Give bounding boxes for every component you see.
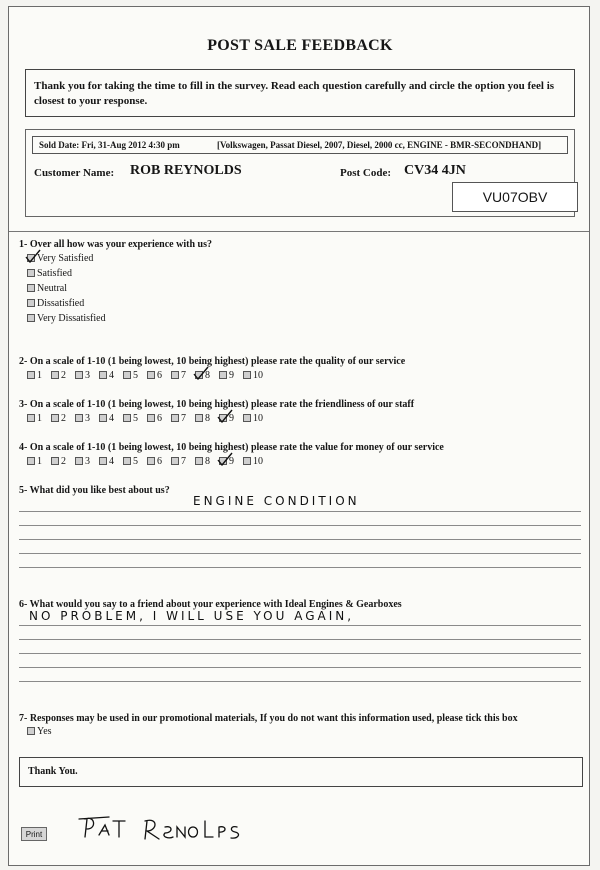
rating-option[interactable] [147,456,171,467]
question-6: 6- What would you say to a friend about your experience with Ideal Engines & Gearboxes [19,599,402,610]
answer-line [19,553,581,554]
checkbox[interactable] [123,371,131,379]
rating-option[interactable] [243,456,267,467]
checkbox[interactable] [219,371,227,379]
q1-option-label: Very Satisfied [37,253,94,264]
rating-label: 8 [205,370,210,381]
signature [69,807,259,847]
print-button[interactable]: Print [21,827,47,841]
q1-option[interactable] [27,298,84,309]
q1-option-label: Satisfied [37,268,72,279]
checkbox[interactable] [195,414,203,422]
checkbox[interactable] [51,371,59,379]
rating-label: 3 [85,370,90,381]
rating-option[interactable] [123,413,147,424]
rating-label: 9 [229,370,234,381]
checkbox[interactable] [27,314,35,322]
q7-option-yes[interactable] [27,726,52,737]
rating-label: 2 [61,413,66,424]
checkbox[interactable] [219,457,227,465]
answer-line [19,567,581,568]
answer-line [19,639,581,640]
checkbox[interactable] [195,371,203,379]
rating-option[interactable] [27,370,51,381]
customer-name-label: Customer Name: [34,167,115,179]
rating-label: 8 [205,413,210,424]
question-4-scale [27,456,267,467]
form-title: POST SALE FEEDBACK [207,37,393,54]
postcode-label: Post Code: [340,167,392,179]
checkbox[interactable] [219,414,227,422]
thank-you-box: Thank You. [19,757,583,787]
checkbox[interactable] [99,414,107,422]
rating-label: 1 [37,370,42,381]
answer-line [19,681,581,682]
checkbox[interactable] [147,414,155,422]
answer-5[interactable]: ENGINE CONDITION [193,494,360,508]
answer-line [19,525,581,526]
rating-option[interactable] [219,370,243,381]
registration-field[interactable]: VU07OBV [452,182,578,212]
sold-bar [32,136,568,154]
checkbox[interactable] [243,371,251,379]
checkbox[interactable] [27,269,35,277]
rating-option[interactable] [51,413,75,424]
rating-label: 10 [253,413,263,424]
question-4: 4- On a scale of 1-10 (1 being lowest, 10 being highest) please rate the value for money of our service [19,442,444,453]
question-1: 1- Over all how was your experience with us? [19,239,212,250]
rating-option[interactable] [75,370,99,381]
rating-option[interactable] [171,456,195,467]
answer-6[interactable]: NO PROBLEM, I WILL USE YOU AGAIN, [29,609,355,623]
q1-option[interactable] [27,253,93,264]
handwritten-checkmark [217,409,233,423]
checkbox[interactable] [51,457,59,465]
vehicle-details: [Volkswagen, Passat Diesel, 2007, Diesel, 2000 cc, ENGINE - BMR-SECONDHAND] [217,140,542,150]
checkbox[interactable] [99,371,107,379]
rating-option[interactable] [75,456,99,467]
rating-label: 5 [133,413,138,424]
checkbox[interactable] [27,299,35,307]
rating-label: 1 [37,413,42,424]
handwritten-checkmark [217,452,233,466]
answer-line [19,625,581,626]
rating-option[interactable] [171,413,195,424]
rating-option[interactable] [147,370,171,381]
question-7: 7- Responses may be used in our promotional materials, If you do not want this information used, please tick this box [19,713,518,724]
rating-option[interactable] [243,370,267,381]
rating-label: 3 [85,413,90,424]
q1-option[interactable] [27,313,106,324]
checkbox[interactable] [51,414,59,422]
answer-line [19,667,581,668]
rating-label: 6 [157,370,162,381]
rating-label: 5 [133,456,138,467]
rating-label: 10 [253,456,263,467]
question-2: 2- On a scale of 1-10 (1 being lowest, 10 being highest) please rate the quality of our service [19,356,406,367]
rating-label: 3 [85,456,90,467]
rating-option[interactable] [195,413,219,424]
q1-option-label: Very Dissatisfied [37,313,106,324]
q1-option-label: Neutral [37,283,67,294]
q1-option[interactable] [27,283,67,294]
rating-label: 2 [61,456,66,467]
rating-option[interactable] [99,456,123,467]
answer-line [19,653,581,654]
rating-label: 1 [37,456,42,467]
postcode-value: CV34 4JN [404,163,466,178]
rating-option[interactable] [195,370,219,381]
question-5: 5- What did you like best about us? [19,485,170,496]
checkbox[interactable] [147,371,155,379]
q1-option[interactable] [27,268,72,279]
checkbox[interactable] [75,371,83,379]
rating-label: 6 [157,456,162,467]
checkbox[interactable] [75,414,83,422]
rating-option[interactable] [147,413,171,424]
rating-label: 6 [157,413,162,424]
rating-label: 5 [133,370,138,381]
checkbox[interactable] [123,414,131,422]
checkbox[interactable] [147,457,155,465]
rating-option[interactable] [51,370,75,381]
rating-option[interactable] [219,413,243,424]
rating-label: 7 [181,456,186,467]
checkbox[interactable] [195,457,203,465]
rating-label: 10 [253,370,263,381]
checkbox[interactable] [27,727,35,735]
checkbox[interactable] [75,457,83,465]
checkbox[interactable] [27,414,35,422]
checkbox[interactable] [243,457,251,465]
rating-option[interactable] [51,456,75,467]
rating-label: 9 [229,413,234,424]
intro-box: Thank you for taking the time to fill in the survey. Read each question carefully and circle the option you feel is closest to your response. [25,69,575,117]
rating-option[interactable] [171,370,195,381]
rating-label: 2 [61,370,66,381]
rating-label: 9 [229,456,234,467]
rating-option[interactable] [99,413,123,424]
answer-line [19,511,581,512]
checkbox[interactable] [27,284,35,292]
checkbox[interactable] [27,457,35,465]
question-3: 3- On a scale of 1-10 (1 being lowest, 10 being highest) please rate the friendliness of our staff [19,399,415,410]
checkbox[interactable] [171,414,179,422]
feedback-form [8,6,590,866]
sold-date: Sold Date: Fri, 31-Aug 2012 4:30 pm [39,140,180,150]
rating-option[interactable] [195,456,219,467]
checkbox[interactable] [27,254,35,262]
rating-label: 7 [181,413,186,424]
rating-option[interactable] [99,370,123,381]
rating-label: 8 [205,456,210,467]
rating-label: 4 [109,456,114,467]
rating-option[interactable] [27,456,51,467]
question-2-scale [27,370,267,381]
rating-option[interactable] [219,456,243,467]
rating-label: 4 [109,370,114,381]
checkbox[interactable] [171,457,179,465]
rating-option[interactable] [123,456,147,467]
q7-option-label: Yes [37,726,52,737]
sale-info-box [25,129,575,217]
rating-label: 7 [181,370,186,381]
rating-option[interactable] [27,413,51,424]
handwritten-checkmark [193,366,209,380]
rating-option[interactable] [75,413,99,424]
customer-name-value: ROB REYNOLDS [130,163,242,178]
section-divider [9,231,589,232]
checkbox[interactable] [123,457,131,465]
question-3-scale [27,413,267,424]
q1-option-label: Dissatisfied [37,298,85,309]
rating-label: 4 [109,413,114,424]
answer-line [19,539,581,540]
checkbox[interactable] [99,457,107,465]
checkbox[interactable] [27,371,35,379]
checkbox[interactable] [171,371,179,379]
checkbox[interactable] [243,414,251,422]
handwritten-checkmark [25,249,41,263]
rating-option[interactable] [123,370,147,381]
rating-option[interactable] [243,413,267,424]
